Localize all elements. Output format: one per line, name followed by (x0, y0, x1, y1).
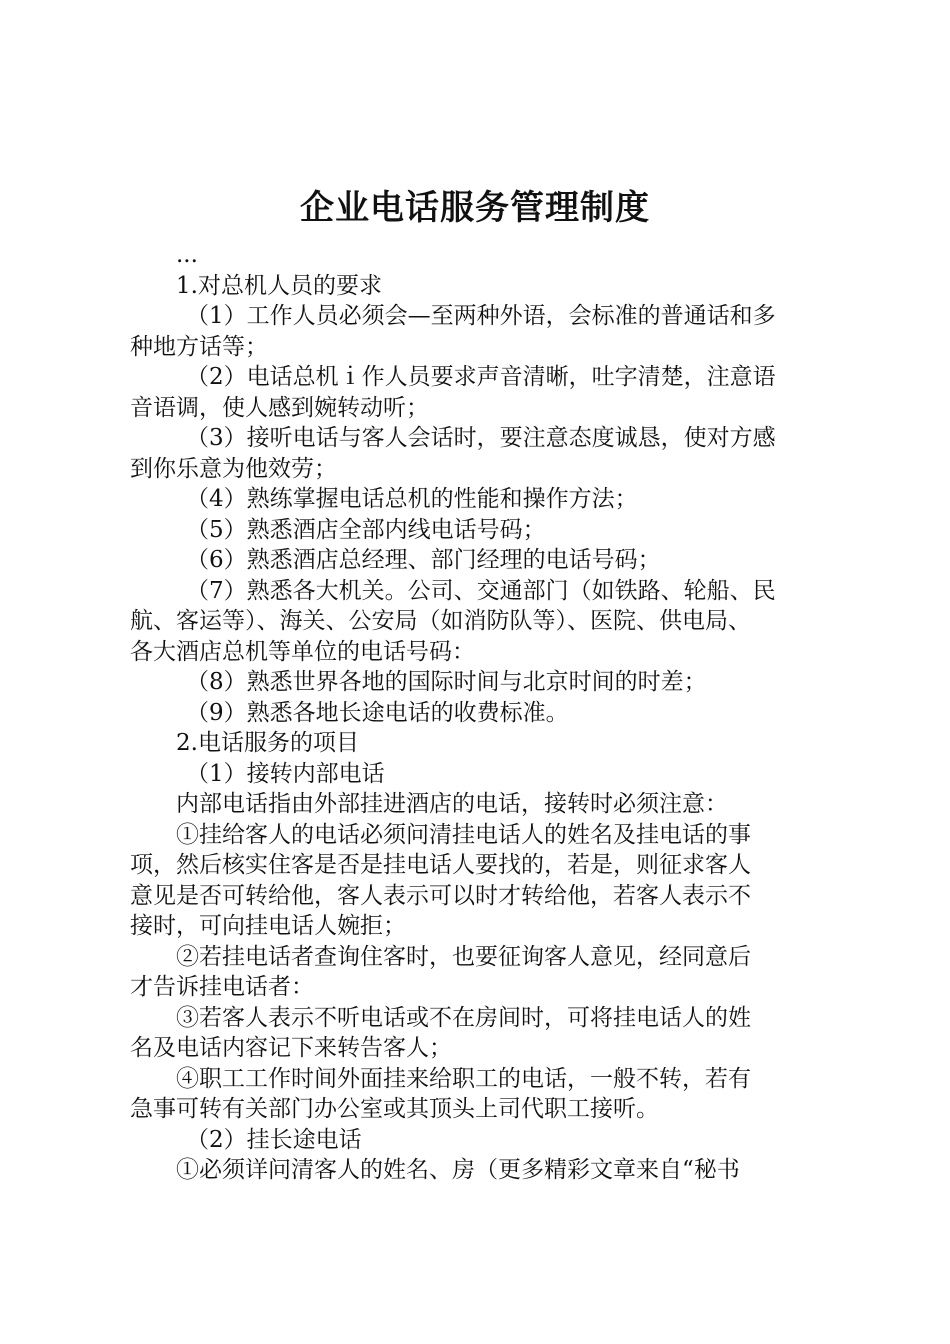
text-line: 意见是否可转给他，客人表示可以时才转给他，若客人表示不 (130, 882, 751, 909)
text-line: 名及电话内容记下来转告客人； (130, 1035, 452, 1061)
text-line: （4）熟练掌握电话总机的性能和操作方法； (186, 486, 638, 512)
document-body (130, 240, 840, 1186)
text-line: 2.电话服务的项目 (176, 730, 359, 756)
text-line: ①挂给客人的电话必须问清挂电话人的姓名及挂电话的事 (176, 821, 751, 848)
text-line: 航、客运等）、海关、公安局（如消防队等）、医院、供电局、 (130, 608, 751, 634)
text-line: （8）熟悉世界各地的国际时间与北京时间的时差； (186, 669, 707, 695)
text-line: ③若客人表示不听电话或不在房间时，可将挂电话人的姓 (176, 1004, 751, 1031)
text-line: （3）接听电话与客人会话时，要注意态度诚恳，使对方感 (186, 425, 776, 451)
text-line: ④职工工作时间外面挂来给职工的电话，一般不转，若有 (176, 1065, 751, 1092)
text-line: （2）挂长途电话 (186, 1126, 362, 1153)
text-line: （5）熟悉酒店全部内线电话号码； (186, 516, 546, 543)
text-line: 项，然后核实住客是否是挂电话人要找的，若是，则征求客人 (130, 852, 751, 878)
text-line: 音语调，使人感到婉转动听； (130, 394, 429, 421)
text-line: ... (176, 242, 198, 268)
text-line: ②若挂电话者查询住客时，也要征询客人意见，经同意后 (176, 943, 751, 970)
text-line: （9）熟悉各地长途电话的收费标准。 (186, 699, 569, 726)
text-line: （6）熟悉酒店总经理、部门经理的电话号码； (186, 547, 661, 573)
text-line: 1.对总机人员的要求 (176, 272, 382, 299)
text-line: 各大酒店总机等单位的电话号码： (130, 638, 475, 665)
text-line: 到你乐意为他效劳； (130, 455, 337, 482)
text-line: 急事可转有关部门办公室或其顶头上司代职工接听。 (130, 1096, 659, 1122)
document-title: 企业电话服务管理制度 (300, 188, 650, 228)
text-line: 内部电话指由外部挂进酒店的电话，接转时必须注意： (176, 791, 728, 817)
text-line: （1）接转内部电话 (186, 760, 385, 787)
text-line: 种地方话等； (130, 333, 268, 360)
text-line: 才告诉挂电话者： (130, 974, 314, 1000)
text-line: （7）熟悉各大机关。公司、交通部门（如铁路、轮船、民 (186, 577, 776, 604)
text-line: ①必须详问清客人的姓名、房（更多精彩文章来自“秘书 (176, 1157, 740, 1183)
text-line: （2）电话总机ｉ作人员要求声音清晰，吐字清楚，注意语 (186, 364, 776, 390)
text-line: （1）工作人员必须会—至两种外语，会标准的普通话和多 (186, 303, 776, 329)
text-line: 接时，可向挂电话人婉拒； (130, 913, 406, 939)
